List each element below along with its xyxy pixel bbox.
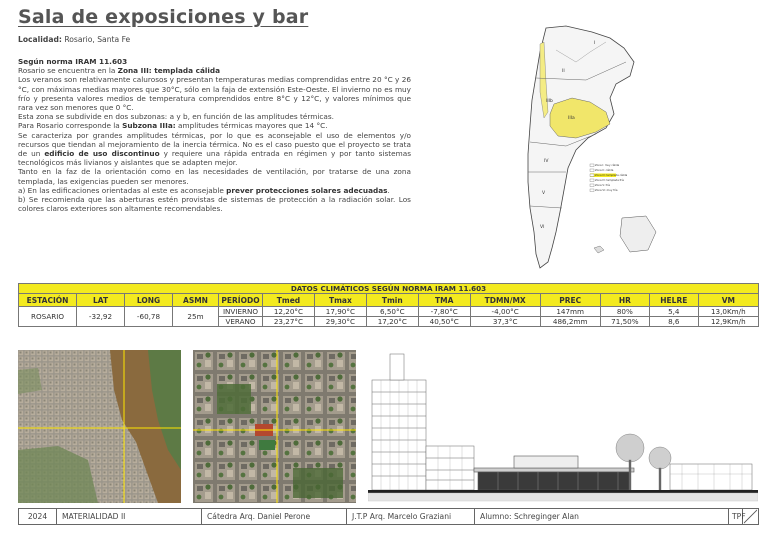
p3: Esta zona se subdivide en dos subzonas: a y b, en función de las amplitudes térmicas. xyxy=(18,112,334,122)
norma-heading: Según norma IRAM 11.603 xyxy=(18,57,128,66)
mid-building xyxy=(426,446,474,490)
col-asmn: ASMN xyxy=(173,294,219,307)
p5-a: Se caracteriza por grandes amplitudes térmicas, por lo que es aconsejable el uso de elementos y/o recursos que tiendan al mejoramiento de la inercia térmica. No es el caso puesto que el proyecto se trata de un xyxy=(18,130,411,159)
p2: Los veranos son relativamente calurosos y presentan temperaturas medias comprendidas entre 20 °C y 26 °C, con máximas medias mayores que 30°C, sólo en la faja de extensión Este-Oeste. El invierno no es muy frío y presenta valores medios de temperatura comprendidos entre 8°C y 12°C, y valores mínimos que rara vez son menores que 0 °C. xyxy=(18,75,411,113)
tree-mass xyxy=(293,468,343,498)
col-tmin: Tmin xyxy=(366,294,418,307)
table-row xyxy=(19,307,759,317)
zone-name: Zona III: templada cálida xyxy=(117,66,221,76)
slash-icon xyxy=(743,509,758,524)
vm-cell: 13,0Km/h xyxy=(698,307,758,317)
col-tmed: Tmed xyxy=(263,294,315,307)
col-lat: LAT xyxy=(77,294,125,307)
tma-cell: -7,80°C xyxy=(418,307,470,317)
p5-c: y requiere una rápida entrada en régimen y por tanto sistemas tecnológicos más livianos y aislantes que se adapten mejor. xyxy=(18,149,412,168)
col-tdmn: TDMN/MX xyxy=(470,294,540,307)
malvinas-island xyxy=(594,246,604,253)
footer-alumno: Alumno: Schreginger Alan xyxy=(475,509,729,524)
station-long: -60,78 xyxy=(125,307,173,327)
vm-cell: 12,9Km/h xyxy=(698,317,758,327)
legend-entry-6: Zona VI: muy fría xyxy=(595,189,618,193)
footer-jtp: J.T.P Arq. Marcelo Graziani xyxy=(347,509,475,524)
map-legend xyxy=(590,163,628,192)
zone-label-iv: IV xyxy=(544,159,549,164)
tmed-cell: 12,20°C xyxy=(263,307,315,317)
legend-entry-1: Zona I: muy cálida xyxy=(595,164,620,168)
p7-a: a) En las edificaciones orientadas al este es aconsejable xyxy=(18,185,227,195)
legend-entry-3: Zona III: templada cálida xyxy=(595,174,628,178)
green-patch xyxy=(18,368,42,394)
location-value: Rosario, Santa Fe xyxy=(64,35,131,44)
tdmn-cell: -4,00°C xyxy=(470,307,540,317)
ground-line xyxy=(368,490,758,493)
bioclimatic-zone-map xyxy=(506,22,676,277)
antarctic-inset xyxy=(620,216,656,252)
hr-cell: 80% xyxy=(600,307,649,317)
footer-subject: MATERIALIDAD II xyxy=(57,509,202,524)
zone-label-i: I xyxy=(594,41,596,46)
ground-band xyxy=(368,493,758,501)
tmax-cell: 17,90°C xyxy=(314,307,366,317)
helre-cell: 5,4 xyxy=(649,307,698,317)
period-cell: VERANO xyxy=(219,317,263,327)
station-asmn: 25m xyxy=(173,307,219,327)
p8: b) Se recomienda que las aberturas estén provistas de sistemas de protección a la radiación solar. Los colores claros exteriores son altamente recomendables. xyxy=(18,195,411,214)
legend-swatch-1 xyxy=(590,164,594,167)
footer-catedra: Cátedra Arq. Daniel Perone xyxy=(202,509,347,524)
legend-swatch-4 xyxy=(590,179,594,182)
col-tma: TMA xyxy=(418,294,470,307)
station-lat: -32,92 xyxy=(77,307,125,327)
col-vm: VM xyxy=(698,294,758,307)
col-hr: HR xyxy=(600,294,649,307)
legend-swatch-6 xyxy=(590,189,594,192)
p4-a: Para Rosario corresponde la xyxy=(18,121,123,131)
legend-entry-4: Zona IV: templada fría xyxy=(595,179,624,183)
prec-cell: 486,2mm xyxy=(540,317,600,327)
pavilion-building xyxy=(474,456,634,490)
p6: Tanto en la faz de la orientación como en las necesidades de ventilación, por tratarse de una zona templada, las exigencias pueden ser menores. xyxy=(18,167,411,186)
location-label: Localidad: xyxy=(18,35,62,44)
climate-data-table xyxy=(18,283,759,327)
green-court xyxy=(259,440,275,450)
zone-label-ii: II xyxy=(562,69,565,74)
p4-c: amplitudes térmicas mayores que 14 °C. xyxy=(175,121,328,131)
legend-entry-5: Zona V: fría xyxy=(595,184,610,188)
col-periodo: PERÍODO xyxy=(219,294,263,307)
tower-building xyxy=(372,354,426,490)
aerial-photo-city xyxy=(18,350,181,503)
tdmn-cell: 37,3°C xyxy=(470,317,540,327)
tmax-cell: 29,30°C xyxy=(314,317,366,327)
period-cell: INVIERNO xyxy=(219,307,263,317)
col-estacion: ESTACIÓN xyxy=(19,294,77,307)
col-helre: HELRE xyxy=(649,294,698,307)
page-title: Sala de exposiciones y bar xyxy=(18,6,309,28)
footer-year: 2024 xyxy=(19,509,57,524)
footer-slash-box xyxy=(743,509,758,524)
tma-cell: 40,50°C xyxy=(418,317,470,327)
low-building-right xyxy=(670,464,752,490)
prec-cell: 147mm xyxy=(540,307,600,317)
park-block xyxy=(217,384,251,414)
street-elevation-drawing xyxy=(368,350,758,506)
footer-tpf: TPF xyxy=(729,509,743,524)
title-block xyxy=(18,508,759,525)
station-name: ROSARIO xyxy=(19,307,77,327)
p5-b: edificio de uso discontinuo xyxy=(44,149,160,159)
legend-entry-2: Zona II: cálida xyxy=(595,169,614,173)
legend-swatch-5 xyxy=(590,184,594,187)
tmin-cell: 17,20°C xyxy=(366,317,418,327)
legend-swatch-2 xyxy=(590,169,594,172)
tmed-cell: 23,27°C xyxy=(263,317,315,327)
zone-label-vi: VI xyxy=(540,225,545,230)
col-tmax: Tmax xyxy=(314,294,366,307)
tmin-cell: 6,50°C xyxy=(366,307,418,317)
p7-b: prever protecciones solares adecuadas xyxy=(226,185,388,195)
p1-a: Rosario se encuentra en la xyxy=(18,66,118,76)
helre-cell: 8,6 xyxy=(649,317,698,327)
subzone-name: Subzona IIIa: xyxy=(122,121,176,131)
legend-swatch-3 xyxy=(590,174,594,177)
table-title: DATOS CLIMÁTICOS SEGÚN NORMA IRAM 11.603 xyxy=(19,284,759,294)
climate-description xyxy=(18,57,411,213)
col-prec: PREC xyxy=(540,294,600,307)
col-long: LONG xyxy=(125,294,173,307)
zone-label-v: V xyxy=(542,191,546,196)
zone-label-iiia: IIIa xyxy=(568,116,575,121)
location-line xyxy=(18,35,130,44)
aerial-photo-site xyxy=(193,350,356,503)
hr-cell: 71,50% xyxy=(600,317,649,327)
table-header-row xyxy=(19,294,759,307)
zone-label-iiib: IIIb xyxy=(546,99,553,104)
p7-c: . xyxy=(387,185,390,195)
